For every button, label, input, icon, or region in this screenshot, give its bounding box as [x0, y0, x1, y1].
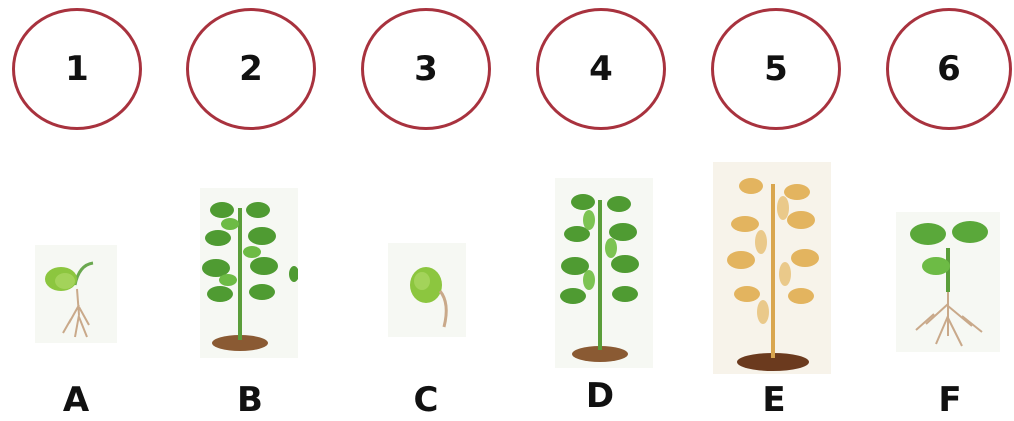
flowering-plant-icon: [555, 178, 653, 368]
circle-number: 6: [937, 49, 961, 89]
image-e[interactable]: [713, 162, 831, 374]
circle-6[interactable]: [886, 8, 1012, 130]
circle-5[interactable]: [711, 8, 841, 130]
image-c[interactable]: [388, 243, 466, 337]
image-d[interactable]: [555, 178, 653, 368]
letter-d: D: [585, 376, 615, 416]
germinating-seed-icon: [35, 245, 117, 343]
circle-2[interactable]: [186, 8, 316, 130]
letter-c: C: [413, 380, 439, 420]
letter-b: B: [237, 380, 263, 420]
image-b[interactable]: [200, 188, 298, 358]
seed-icon: [388, 243, 466, 337]
circle-4[interactable]: [536, 8, 666, 130]
circle-number: 1: [65, 49, 89, 89]
green-plant-icon: [200, 188, 298, 358]
circle-number: 5: [764, 49, 788, 89]
letter-f: F: [938, 380, 962, 420]
image-a[interactable]: [35, 245, 117, 343]
circle-number: 3: [414, 49, 438, 89]
dry-plant-icon: [713, 162, 831, 374]
circle-1[interactable]: [12, 8, 142, 130]
circle-number: 4: [589, 49, 613, 89]
circle-3[interactable]: [361, 8, 491, 130]
letter-e: E: [762, 380, 786, 420]
letter-a: A: [62, 380, 90, 420]
image-f[interactable]: [896, 212, 1000, 352]
seedling-icon: [896, 212, 1000, 352]
circle-number: 2: [239, 49, 263, 89]
